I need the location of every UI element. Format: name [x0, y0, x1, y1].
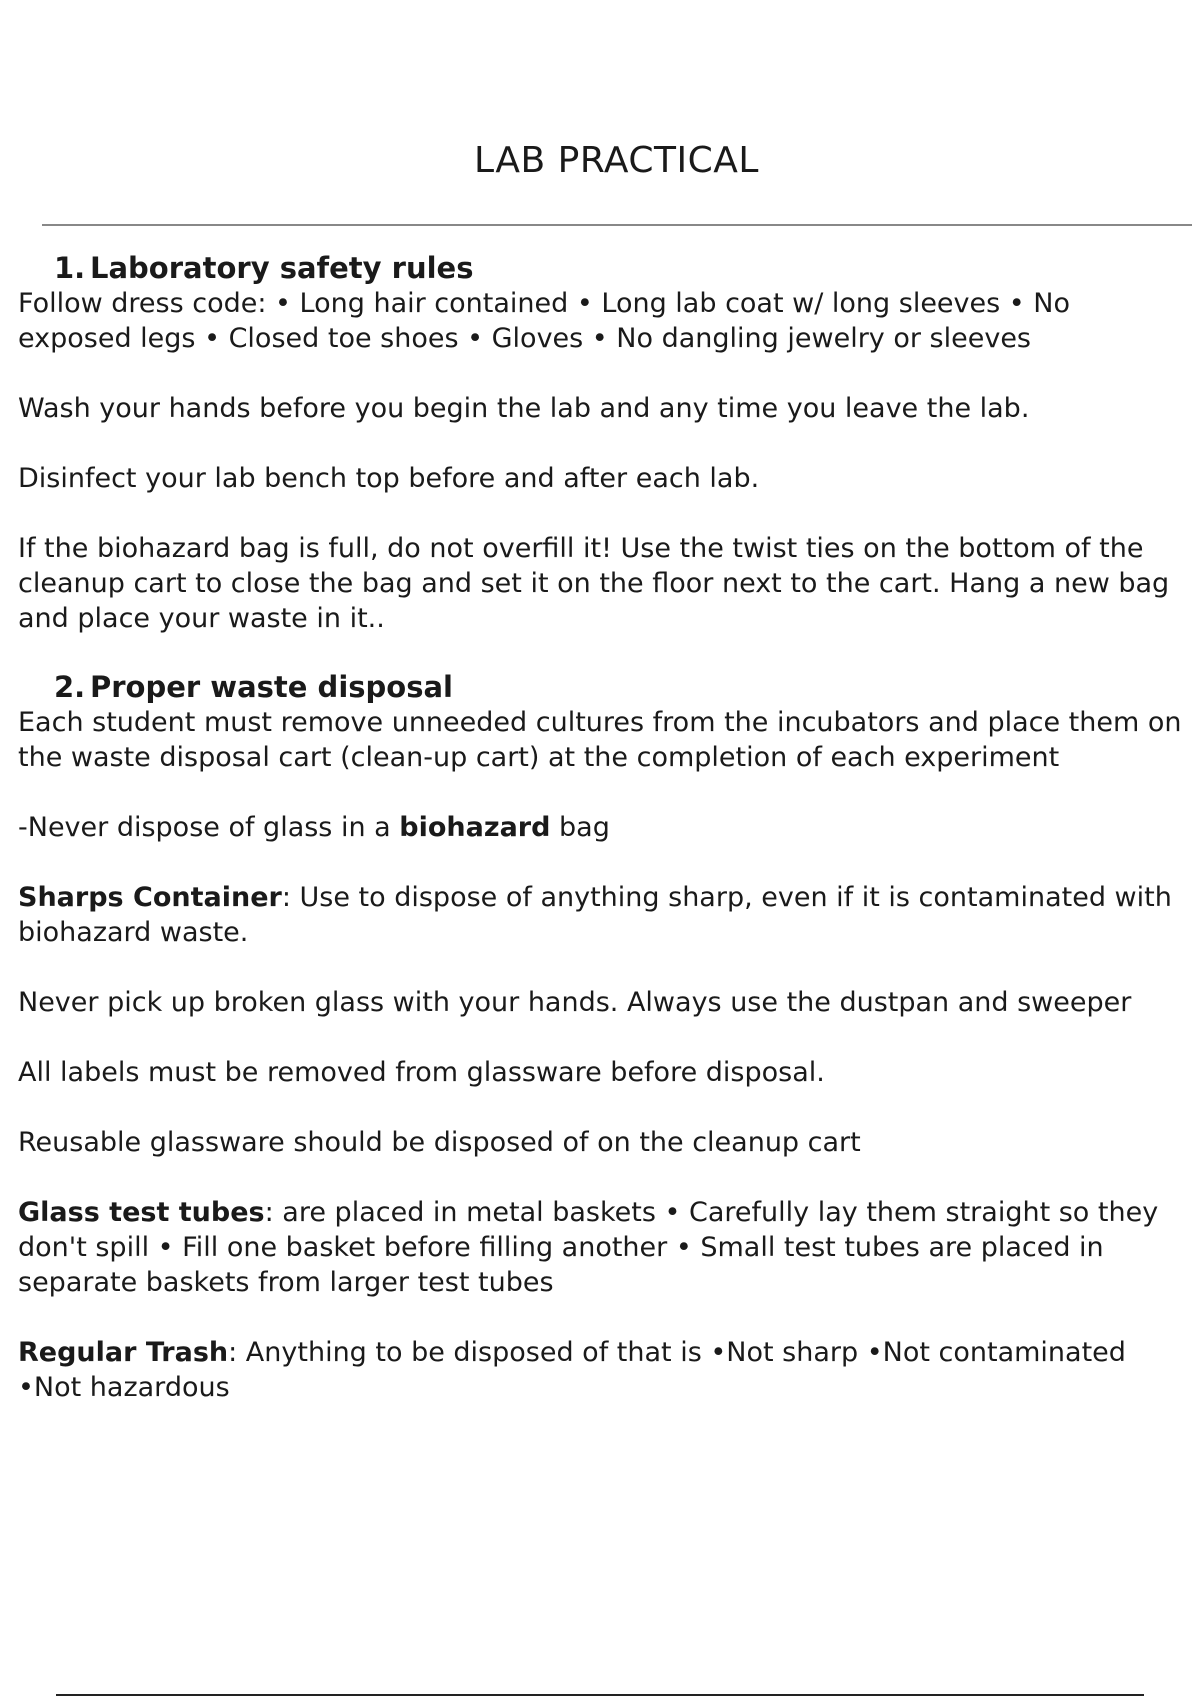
section-number: 1. [54, 251, 86, 285]
reusable-glassware-paragraph: Reusable glassware should be disposed of on the cleanup cart [18, 1127, 861, 1158]
paragraph-text: : are placed in metal baskets • Carefully lay them straight so they don't spill • Fill one basket before filling another • Small test tubes are placed in separate baskets from larger test tubes [18, 1197, 1159, 1298]
glass-test-tubes-paragraph [18, 1195, 1190, 1300]
bold-term: Regular Trash [18, 1337, 229, 1368]
regular-trash-paragraph [18, 1335, 1190, 1405]
broken-glass-paragraph: Never pick up broken glass with your hands. Always use the dustpan and sweeper [18, 987, 1132, 1018]
section-heading-safety-rules [18, 250, 1190, 286]
glass-biohazard-paragraph [18, 810, 1190, 845]
hand-washing-paragraph: Wash your hands before you begin the lab and any time you leave the lab. [18, 393, 1030, 424]
document-body [18, 250, 1190, 1405]
section-title: Proper waste disposal [90, 670, 453, 704]
remove-cultures-paragraph: Each student must remove unneeded cultures from the incubators and place them on the waste disposal cart (clean-up cart) at the completion of each experiment [18, 707, 1182, 773]
bold-term: biohazard [399, 812, 551, 843]
paragraph-text: -Never dispose of glass in a [18, 812, 400, 843]
bench-disinfect-paragraph: Disinfect your lab bench top before and after each lab. [18, 463, 760, 494]
paragraph-text: bag [550, 812, 610, 843]
paragraph-text: : Anything to be disposed of that is •Not sharp •Not contaminated •Not hazardous [18, 1337, 1126, 1403]
bold-term: Sharps Container [18, 882, 282, 913]
section-number: 2. [54, 670, 86, 704]
section-title: Laboratory safety rules [90, 251, 474, 285]
paragraph-text: : Use to dispose of anything sharp, even if it is contaminated with biohazard waste. [18, 882, 1172, 948]
footer-divider [56, 1694, 1144, 1696]
sharps-container-paragraph [18, 880, 1190, 950]
biohazard-bag-paragraph: If the biohazard bag is full, do not overfill it! Use the twist ties on the bottom of the cleanup cart to close the bag and set it on the floor next to the cart. Hang a new bag and place your waste in it.. [18, 533, 1170, 634]
dress-code-paragraph: Follow dress code: • Long hair contained • Long lab coat w/ long sleeves • No exposed legs • Closed toe shoes • Gloves • No dangling jewelry or sleeves [18, 288, 1071, 354]
page-title: LAB PRACTICAL [474, 140, 759, 181]
title-divider [42, 224, 1192, 226]
section-heading-waste-disposal [18, 669, 1190, 705]
bold-term: Glass test tubes [18, 1197, 265, 1228]
labels-removal-paragraph: All labels must be removed from glassware before disposal. [18, 1057, 825, 1088]
